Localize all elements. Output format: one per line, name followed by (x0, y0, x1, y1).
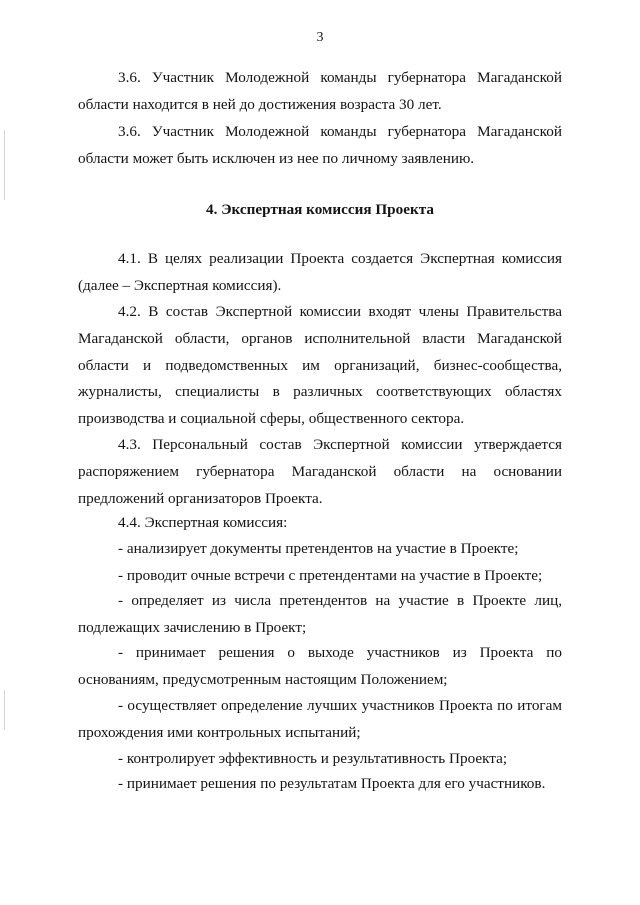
list-item-exit-decisions: - принимает решения о выходе участников из Проекта по основаниям, предусмотренным настоящим Положением; (78, 644, 562, 688)
list-item-meetings: - проводит очные встречи с претендентами на участие в Проекте; (118, 567, 543, 584)
paragraph-4-2: 4.2. В состав Экспертной комиссии входят члены Правительства Магаданской области, органов исполнительной власти Магаданской области и подведомственных им организаций, бизнес-сообщества, журналисты, специалисты в различных соответствующих областях производства и социальной сферы, общественного сектора. (78, 303, 562, 428)
paragraph-4-3: 4.3. Персональный состав Экспертной комиссии утверждается распоряжением губернатора Магаданской области на основании предложений организаторов Проекта. (78, 436, 562, 507)
paragraph-4-1: 4.1. В целях реализации Проекта создается Экспертная комиссия (далее – Экспертная комиссия). (78, 250, 562, 294)
page-number: 3 (316, 30, 324, 45)
paragraph-3-6-exclusion: 3.6. Участник Молодежной команды губернатора Магаданской области может быть исключен из нее по личному заявлению. (78, 123, 562, 167)
list-item-results: - принимает решения по результатам Проекта для его участников. (118, 775, 546, 792)
list-item-selection: - определяет из числа претендентов на участие в Проекте лиц, подлежащих зачислению в Проект; (78, 592, 562, 636)
list-item-best-participants: - осуществляет определение лучших участников Проекта по итогам прохождения ими контрольных испытаний; (78, 697, 562, 741)
paragraph-3-6-age-limit: 3.6. Участник Молодежной команды губернатора Магаданской области находится в ней до достижения возраста 30 лет. (78, 69, 562, 113)
section-heading: 4. Экспертная комиссия Проекта (206, 201, 434, 218)
list-item-control: - контролирует эффективность и результативность Проекта; (118, 750, 508, 767)
scan-edge-mark (4, 690, 5, 730)
scan-edge-mark (4, 130, 5, 200)
list-item-analyze-documents: - анализирует документы претендентов на участие в Проекте; (118, 540, 519, 557)
paragraph-4-4: 4.4. Экспертная комиссия: (118, 514, 288, 531)
